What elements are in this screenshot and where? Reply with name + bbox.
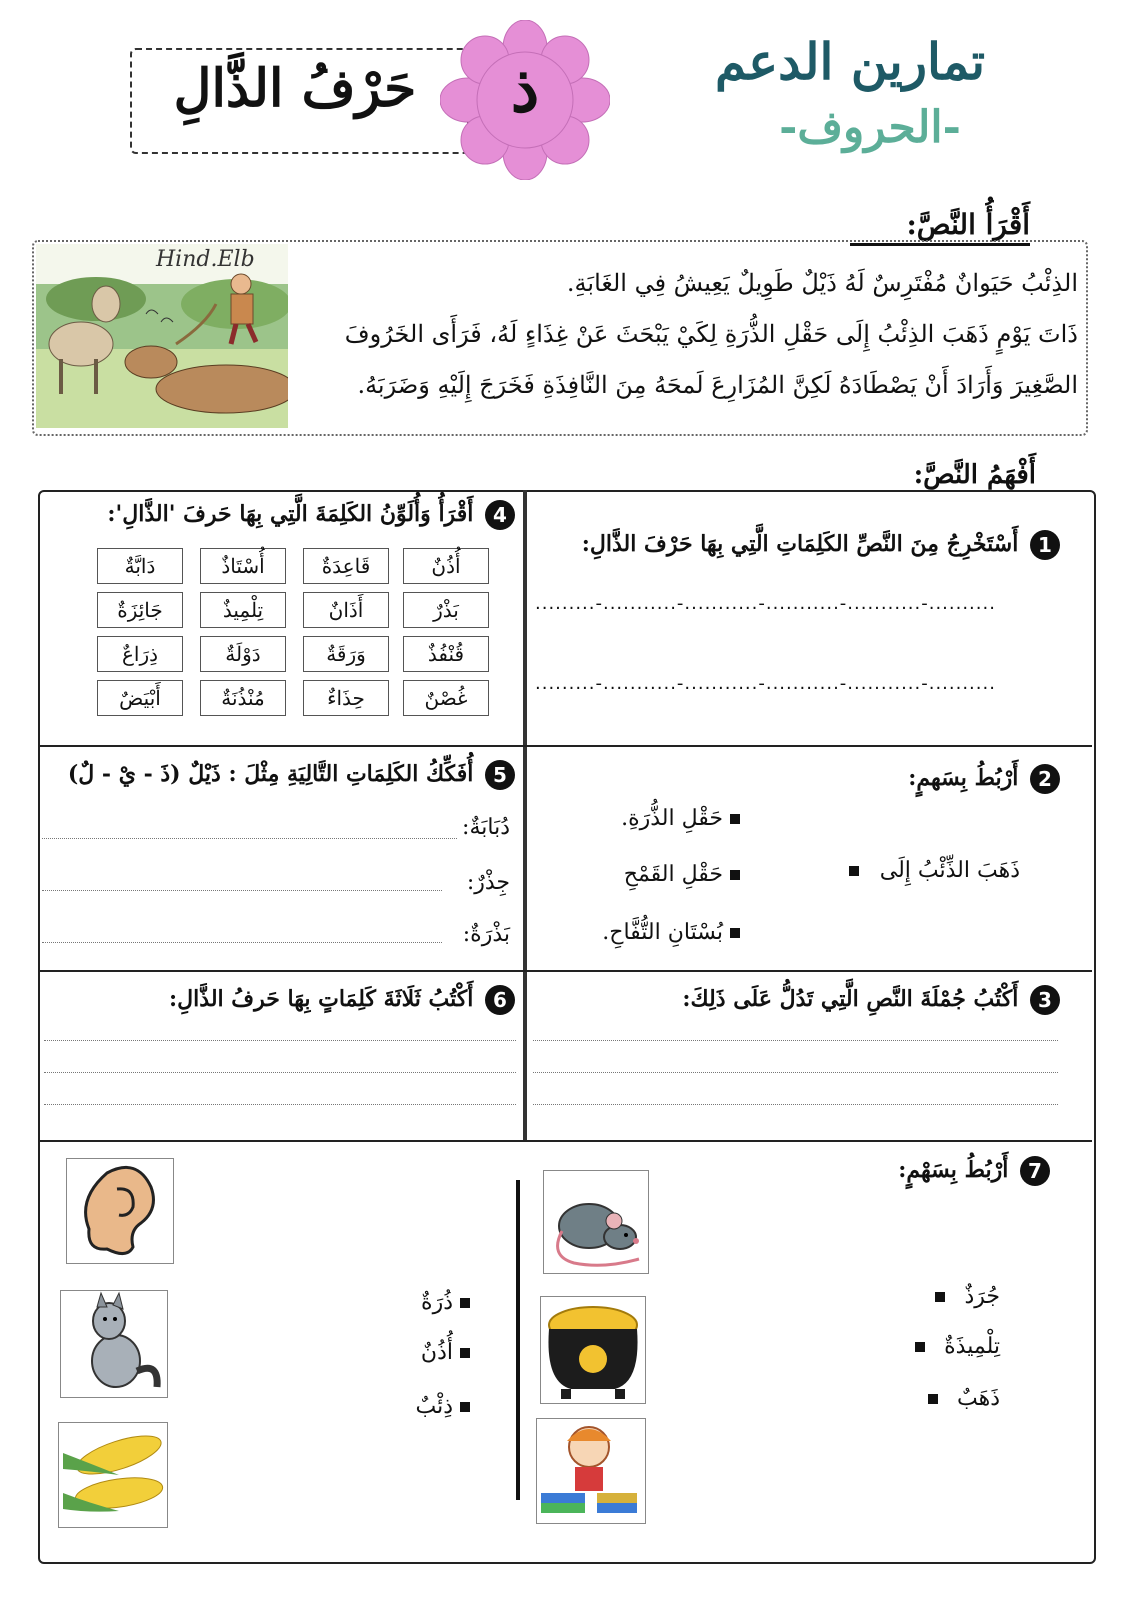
q3-answer-line[interactable] [533,1104,1058,1105]
comprehension-title: أَفْهَمُ النَّصَّ: [880,460,1042,490]
q1-answer-line[interactable]: .........-...........-...........-...........-...........-.......... [535,593,996,614]
corn-picture[interactable] [58,1422,168,1528]
story-text [300,258,1078,411]
q4-number: 4 [485,500,515,530]
brand-subtitle: -الحروف- [779,102,961,153]
q5-word: بَذْرَةٌ: [462,922,510,947]
rat-picture[interactable] [543,1170,649,1274]
q7-right-word[interactable]: جُرَذٌ [880,1284,1000,1309]
featured-letter: ذ [510,52,540,127]
brand-title: تمارين الدعم [714,32,986,91]
story-line: الذِئْبُ حَيَوانٌ مُفْتَرِسٌ لَهُ ذَيْلٌ طَوِيلٌ يَعِيشُ فِي الغَابَةِ. [566,269,1078,297]
word-cell[interactable]: أَذَانٌ [303,592,389,628]
connect-dot[interactable] [730,928,740,938]
q2-left-item[interactable]: ذَهَبَ الذِّئْبُ إِلَى [820,858,1020,883]
word-cell[interactable]: أَبْيَضٌ [97,680,183,716]
q6-title: 6 أَكْتُبُ ثَلَاثَةَ كَلِمَاتٍ بِهَا حَرفُ الذَّالِ: [60,985,515,1015]
word-cell[interactable]: جَائِزَةٌ [97,592,183,628]
q2-number: 2 [1030,764,1060,794]
q7-divider [516,1180,520,1500]
story-line: الصَّغِيرَ وَأَرَادَ أَنْ يَصْطَادَهُ لَكِنَّ المُزَارِعَ لَمحَهُ مِنَ النَّافِذَةِ فَخَرَجَ إِلَيْهِ وَضَرَبَهُ. [357,371,1078,399]
q3-number: 3 [1030,985,1060,1015]
q7-left-word[interactable]: أُذُنٌ [380,1340,470,1365]
word-cell[interactable]: غُصْنٌ [403,680,489,716]
word-cell[interactable]: ذِرَاعٌ [97,636,183,672]
q7-title: 7 أَرْبُطُ بِسَهْمٍ: [840,1156,1050,1186]
q7-right-word[interactable]: تِلْمِيذَةٌ [880,1334,1000,1359]
q3-title: 3 أَكْتُبُ جُمْلَةَ النَّصِ الَّتِي تَدُلُّ عَلَى ذَلِكَ: [560,985,1060,1015]
word-cell[interactable]: وَرَقَةٌ [303,636,389,672]
q5-title: 5 أُفَكِّكُ الكَلِمَاتِ التَّالِيَةِ مِثْلَ : ذَيْلٌ (ذَ - يْ - لٌ) [60,760,515,790]
word-cell[interactable]: قُنْفُذٌ [403,636,489,672]
q7-number: 7 [1020,1156,1050,1186]
q2-option[interactable]: حَقْلِ الذُّرَةِ. [560,806,740,831]
word-cell[interactable]: قَاعِدَةٌ [303,548,389,584]
student-girl-picture[interactable] [536,1418,646,1524]
q5-word: دُبَابَةٌ: [462,815,510,840]
q7-left-word[interactable]: ذُرَةٌ [380,1290,470,1315]
svg-text:Hind.Elb: Hind.Elb [156,247,255,272]
connect-dot[interactable] [460,1298,470,1308]
word-cell[interactable]: دَوْلَةٌ [200,636,286,672]
q4-word-grid [95,548,495,723]
connect-dot[interactable] [730,814,740,824]
word-cell[interactable]: حِذَاءٌ [303,680,389,716]
ear-picture[interactable] [66,1158,174,1264]
q1-number: 1 [1030,530,1060,560]
q1-answer-line[interactable]: .........-...........-...........-...........-...........-.......... [535,673,996,694]
q3-answer-line[interactable] [533,1072,1058,1073]
q4-title: 4 أَقْرَأُ وَأُلَوِّنُ الكَلِمَةَ الَّتِي بِهَا حَرفَ 'الذَّالِ': [60,500,515,530]
story-illustration [36,244,288,428]
q6-number: 6 [485,985,515,1015]
connect-dot[interactable] [915,1342,925,1352]
letter-title: حَرْفُ الذَّالِ [173,58,417,119]
word-cell[interactable]: بَذْرٌ [403,592,489,628]
row-divider [38,1140,1092,1142]
q7-right-word[interactable]: ذَهَبٌ [880,1386,1000,1411]
q5-word: جِذْرٌ: [466,870,510,895]
word-cell[interactable]: تِلْمِيذٌ [200,592,286,628]
story-line: ذَاتَ يَوْمٍ ذَهَبَ الذِئْبُ إِلَى حَقْلِ الذُّرَةِ لِكَيْ يَبْحَثَ عَنْ غِذَاءٍ لَهُ، فَرَأَى الخَرُوفَ [344,320,1078,348]
row-divider [38,970,1092,972]
row-divider [38,745,1092,747]
q5-answer-line[interactable] [42,838,457,839]
gold-pot-picture[interactable] [540,1296,646,1404]
column-divider [523,490,527,1142]
q1-title: 1 أَسْتَخْرِجُ مِنَ النَّصِّ الكَلِمَاتِ الَّتِي بِهَا حَرْفَ الذَّالِ: [540,530,1060,560]
connect-dot[interactable] [460,1402,470,1412]
q5-number: 5 [485,760,515,790]
word-cell[interactable]: أُسْتَاذٌ [200,548,286,584]
connect-dot[interactable] [849,866,859,876]
q6-answer-line[interactable] [44,1072,516,1073]
read-title: أَقْرَأُ النَّصَّ: [850,208,1030,246]
q7-left-word[interactable]: ذِئْبٌ [380,1394,470,1419]
q5-answer-line[interactable] [42,942,442,943]
connect-dot[interactable] [928,1394,938,1404]
connect-dot[interactable] [460,1348,470,1358]
wolf-picture[interactable] [60,1290,168,1398]
q6-answer-line[interactable] [44,1104,516,1105]
q3-answer-line[interactable] [533,1040,1058,1041]
q2-option[interactable]: بُسْتَانِ التُّفَّاحِ. [560,920,740,945]
q6-answer-line[interactable] [44,1040,516,1041]
word-cell[interactable]: مُنْذُنَةٌ [200,680,286,716]
word-cell[interactable]: أُذُنٌ [403,548,489,584]
q2-option[interactable]: حَقْلِ القَمْحِ [560,862,740,887]
q2-title: 2 أَرْبُطُ بِسَهمٍ: [760,764,1060,794]
connect-dot[interactable] [730,870,740,880]
word-cell[interactable]: دَابَّةٌ [97,548,183,584]
connect-dot[interactable] [935,1292,945,1302]
q5-answer-line[interactable] [42,890,442,891]
